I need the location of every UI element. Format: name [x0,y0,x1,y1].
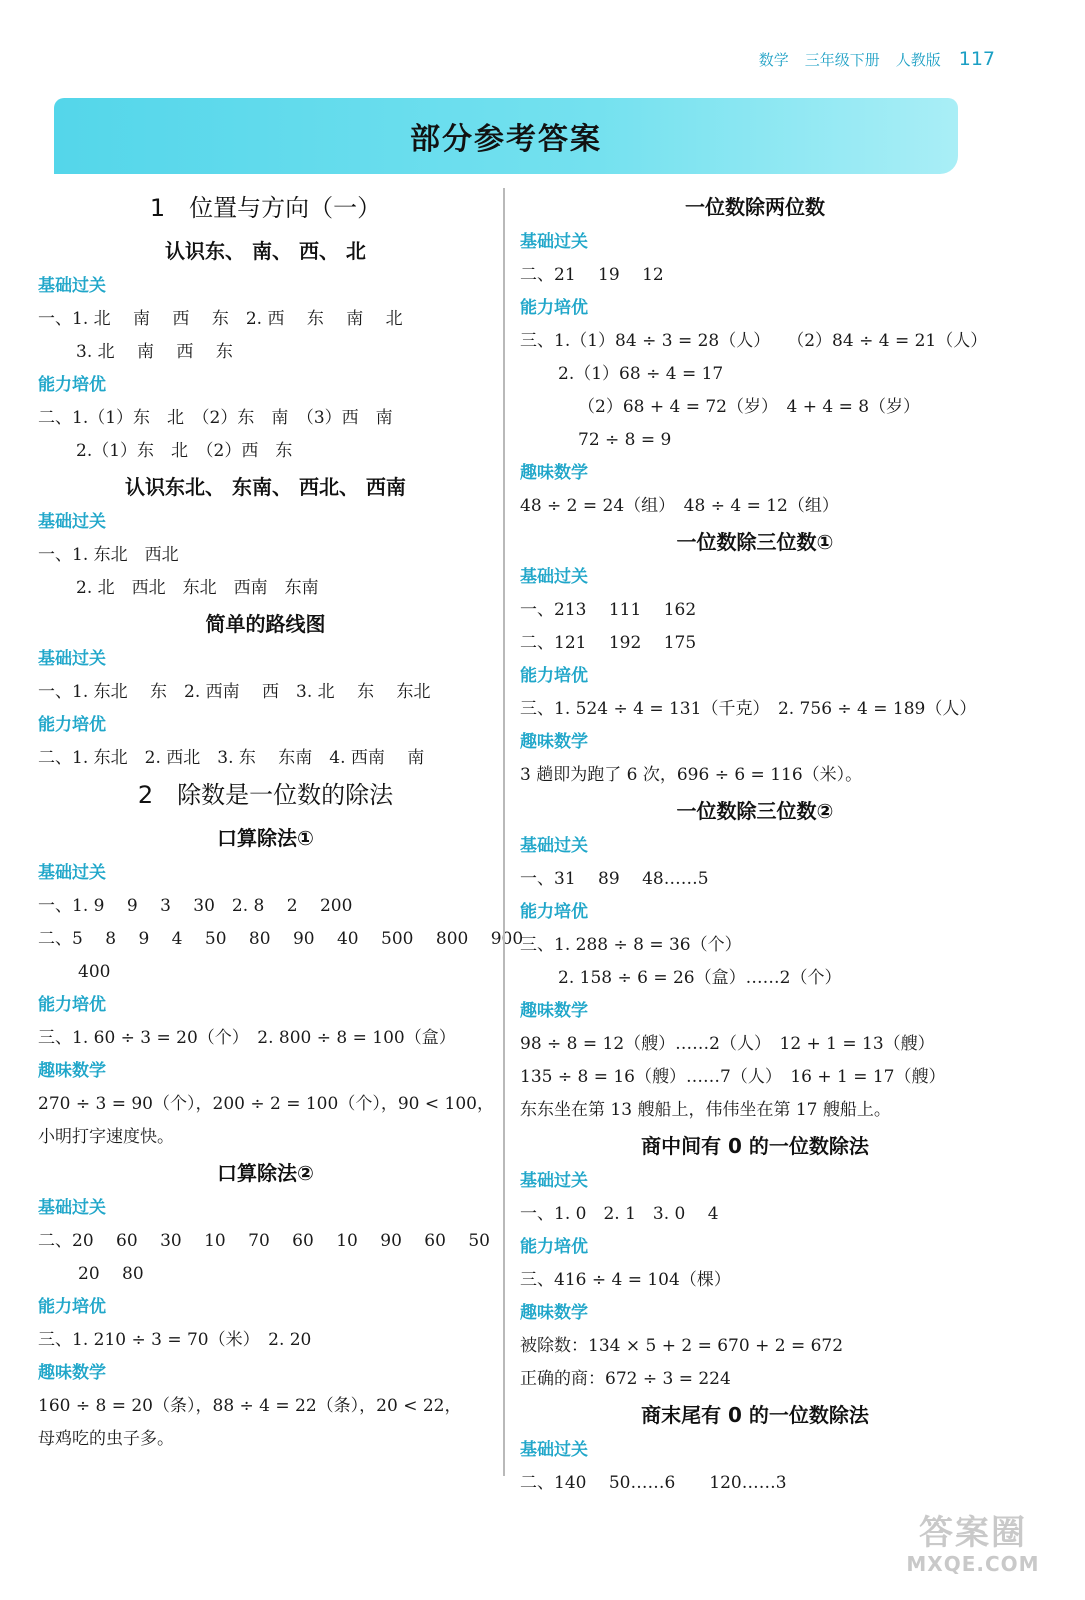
chapter-title: 2 除数是一位数的除法 [137,781,394,809]
answer-line: 母鸡吃的虫子多。 [38,1429,174,1449]
answer-line: 三、1. 524 ÷ 4 = 131（千克） 2. 756 ÷ 4 = 189（人） [520,699,977,719]
answer-line: 一、1. 东北 东 2. 西南 西 3. 北 东 东北 [38,682,431,702]
answer-line: 一、213 111 162 [520,600,697,620]
category-label: 趣味数学 [520,1303,588,1323]
category-label: 趣味数学 [38,1061,106,1081]
category-label: 基础过关 [520,836,588,856]
answer-line: 一、31 89 48……5 [520,869,709,889]
answer-line: 三、1.（1）84 ÷ 3 = 28（人） （2）84 ÷ 4 = 21（人） [520,331,988,351]
category-label: 能力培优 [38,375,106,395]
watermark-text: 答案圈 [919,1513,1027,1553]
category-label: 基础过关 [38,276,106,296]
category-label: 基础过关 [38,1198,106,1218]
header-subject: 数学 [758,51,789,69]
answer-line: 三、1. 60 ÷ 3 = 20（个） 2. 800 ÷ 8 = 100（盒） [38,1028,456,1048]
column-divider [503,188,505,1476]
banner-title: 部分参考答案 [410,122,602,157]
answers-banner [54,98,958,174]
left-column [38,188,524,1456]
answer-line: 三、1. 288 ÷ 8 = 36（个） [520,935,742,955]
answer-line: 135 ÷ 8 = 16（艘）……7（人） 16 + 1 = 17（艘） [520,1067,946,1087]
category-label: 基础过关 [38,649,106,669]
answer-line: 三、1. 210 ÷ 3 = 70（米） 2. 20 [38,1330,312,1350]
answer-line: 二、21 19 12 [520,265,664,285]
page-number: 117 [958,48,995,70]
answer-line: 二、121 192 175 [520,633,697,653]
category-label: 基础过关 [520,232,588,252]
answer-line: 被除数：134 × 5 + 2 = 670 + 2 = 672 [520,1336,844,1356]
answer-line: 3 趟即为跑了 6 次，696 ÷ 6 = 116（米）。 [520,765,863,785]
right-column [520,188,990,1500]
answer-line: 一、1. 0 2. 1 3. 0 4 [520,1204,719,1224]
section-title: 商中间有 0 的一位数除法 [641,1134,869,1158]
section-title: 口算除法① [217,826,314,850]
category-label: 趣味数学 [520,732,588,752]
page-header [759,48,995,70]
answer-line: 400 [78,962,111,982]
answer-line: 正确的商：672 ÷ 3 = 224 [520,1369,731,1389]
answer-line: 二、20 60 30 10 70 60 10 90 60 50 [38,1231,490,1251]
answer-line: 二、1. 东北 2. 西北 3. 东 东南 4. 西南 南 [38,748,425,768]
answer-line: 270 ÷ 3 = 90（个），200 ÷ 2 = 100（个），90 < 100， [38,1094,494,1114]
category-label: 能力培优 [520,902,588,922]
chapter-title: 1 位置与方向（一） [149,194,382,222]
category-label: 能力培优 [38,1297,106,1317]
header-grade: 三年级下册 [804,51,880,69]
section-title: 简单的路线图 [205,612,326,636]
answer-line: 2.（1）68 ÷ 4 = 17 [558,364,724,384]
category-label: 基础过关 [520,1171,588,1191]
answer-line: 二、140 50……6 120……3 [520,1473,787,1493]
watermark-logo [883,1514,1063,1584]
category-label: 能力培优 [520,666,588,686]
answer-line: （2）68 + 4 = 72（岁） 4 + 4 = 8（岁） [578,397,921,417]
answer-line: 2. 北 西北 东北 西南 东南 [76,578,319,598]
section-title: 口算除法② [217,1161,314,1185]
category-label: 趣味数学 [38,1363,106,1383]
answer-line: 160 ÷ 8 = 20（条），88 ÷ 4 = 22（条），20 < 22， [38,1396,462,1416]
answer-line: 一、1. 东北 西北 [38,545,179,565]
category-label: 基础过关 [38,863,106,883]
section-title: 一位数除两位数 [685,195,825,219]
category-label: 能力培优 [520,1237,588,1257]
category-label: 趣味数学 [520,1001,588,1021]
answer-line: 二、1.（1）东 北 （2）东 南 （3）西 南 [38,408,393,428]
answer-line: 3. 北 南 西 东 [76,342,233,362]
answer-line: 72 ÷ 8 = 9 [578,430,672,450]
answer-line: 2. 158 ÷ 6 = 26（盒）……2（个） [558,968,842,988]
category-label: 基础过关 [520,1440,588,1460]
answer-line: 98 ÷ 8 = 12（艘）……2（人） 12 + 1 = 13（艘） [520,1034,935,1054]
answer-line: 一、1. 9 9 3 30 2. 8 2 200 [38,896,353,916]
header-edition: 人教版 [895,51,941,69]
answer-line: 小明打字速度快。 [38,1127,174,1147]
category-label: 基础过关 [38,512,106,532]
answer-line: 2.（1）东 北 （2）西 东 [76,441,293,461]
category-label: 能力培优 [520,298,588,318]
answer-line: 一、1. 北 南 西 东 2. 西 东 南 北 [38,309,403,329]
category-label: 基础过关 [520,567,588,587]
answer-line: 48 ÷ 2 = 24（组） 48 ÷ 4 = 12（组） [520,496,839,516]
category-label: 趣味数学 [520,463,588,483]
answer-line: 20 80 [78,1264,144,1284]
category-label: 能力培优 [38,715,106,735]
category-label: 能力培优 [38,995,106,1015]
answer-line: 二、5 8 9 4 50 80 90 40 500 800 900 [38,929,524,949]
answer-line: 三、416 ÷ 4 = 104（棵） [520,1270,731,1290]
section-title: 一位数除三位数② [676,799,834,823]
section-title: 认识东、 南、 西、 北 [165,239,366,263]
section-title: 一位数除三位数① [676,530,834,554]
section-title: 商末尾有 0 的一位数除法 [641,1403,869,1427]
answer-line: 东东坐在第 13 艘船上，伟伟坐在第 17 艘船上。 [520,1100,891,1120]
watermark-url: MXQE.COM [906,1552,1040,1576]
section-title: 认识东北、 东南、 西北、 西南 [125,475,406,499]
